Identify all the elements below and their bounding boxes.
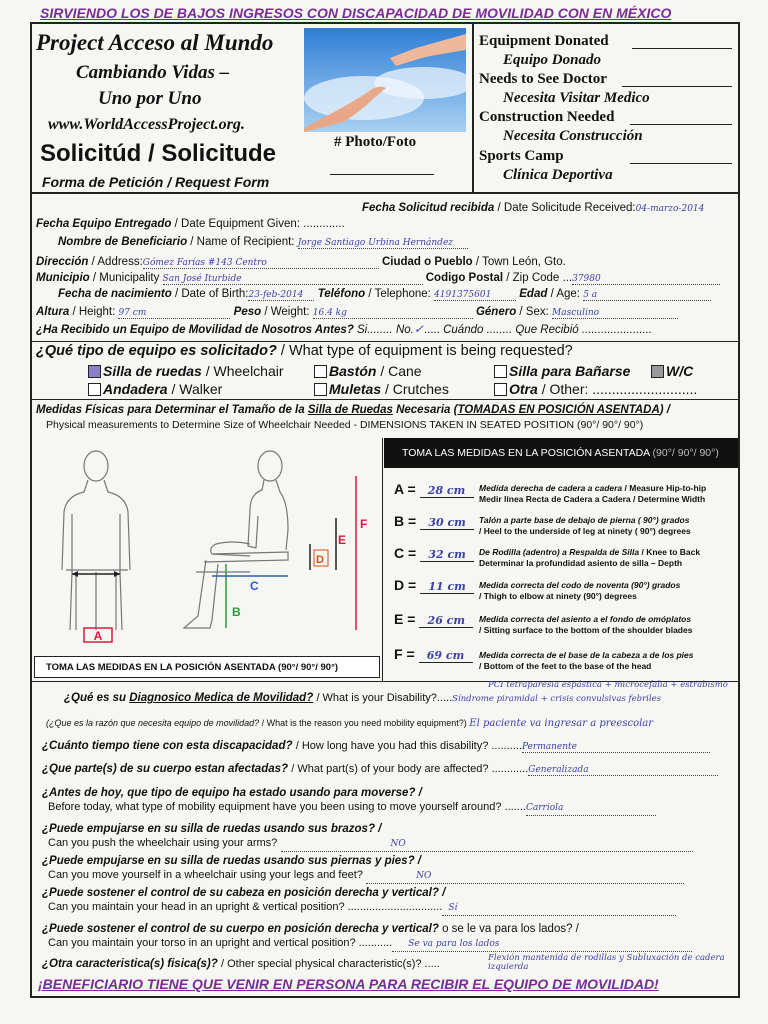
measure-a-desc: Medida derecha de cadera a cadera / Measure Hip-to-hip Medir línea Recta de Cadera a Cadera / Determine Width <box>479 483 707 504</box>
received-row: Fecha Solicitud recibida / Date Solicitude Received:04-marzo-2014 <box>362 202 705 214</box>
q9-answer: Se va para los lados <box>392 937 692 952</box>
q4: ¿Que parte(s) de su cuerpo estan afectadas? / What part(s) of your body are affected? ............Generalizada <box>42 763 718 776</box>
q8-answer: Sí <box>442 901 676 916</box>
office-needs-doctor: Needs to See Doctor <box>479 71 607 87</box>
q8: ¿Puede sostener el control de su cabeza en posición derecha y vertical? / Can you maintain your head in an upright & vertical position? ............................... Sí <box>42 886 676 916</box>
option-wheelchair[interactable]: Silla de ruedas / Wheelchair <box>88 363 284 379</box>
address-value: Gómez Farías #143 Centro <box>143 258 379 269</box>
measure-c-desc: De Rodilla (adentro) a Respalda de Silla / Knee to Back Determinar la profundidad asiento de silla – Depth <box>479 547 701 568</box>
measure-f-value[interactable]: 69 cm <box>419 649 473 663</box>
hands-photo <box>304 28 466 132</box>
bath-chair-checkbox[interactable] <box>494 365 507 378</box>
office-line-2 <box>622 86 732 87</box>
option-walker[interactable]: Andadera / Walker <box>88 381 222 397</box>
age-value: 5 a <box>583 290 711 301</box>
office-equipment-donated: Equipment Donated <box>479 33 609 49</box>
q10: ¿Otra caracteristica(s) fisica(s)? / Other special physical characteristic(s)? ..... <box>42 958 440 970</box>
walker-checkbox[interactable] <box>88 383 101 396</box>
q10-answer: Flexión mantenida de rodillas y Subluxación de cadera izquierda <box>488 953 725 972</box>
address-row: Dirección / Address:Gómez Farías #143 Centro Ciudad o Pueblo / Town León, Gto. <box>36 256 566 268</box>
office-line-3 <box>630 124 732 125</box>
diagram-letter-f: F <box>360 517 368 531</box>
q6: ¿Puede empujarse en su silla de ruedas usando sus brazos? / Can you push the wheelchair using your arms? NO <box>42 822 693 852</box>
form-title: Solicitúd / Solicitude <box>40 140 277 167</box>
q7: ¿Puede empujarse en su silla de ruedas usando sus piernas y pies? / Can you move yourself in a wheelchair using your legs and feet? NO <box>42 854 684 884</box>
diagram-letter-d: D <box>316 554 324 566</box>
q3-answer: Permanente <box>522 742 710 753</box>
wc-checkbox[interactable] <box>651 365 664 378</box>
measure-d-desc: Medida correcta del codo de noventa (90°) grados / Thigh to elbow at ninety (90°) degrees <box>479 580 681 601</box>
measure-d: D = 11 cm <box>394 577 474 594</box>
q2-answer: El paciente va ingresar a preescolar <box>469 718 654 729</box>
tagline-1: Cambiando Vidas – <box>76 62 230 83</box>
q3: ¿Cuánto tiempo tiene con esta discapacidad? / How long have you had this disability? ..........Permanente <box>42 740 710 753</box>
cane-checkbox[interactable] <box>314 365 327 378</box>
office-clinica: Clínica Deportiva <box>503 167 613 183</box>
q5: ¿Antes de hoy, que tipo de equipo ha estado usando para moverse? / Before today, what type of mobility equipment have you been using to move yourself around? .......Carriola <box>42 786 656 816</box>
seated-diagram <box>36 440 382 680</box>
measures-heading-es: Medidas Físicas para Determinar el Tamaño de la Silla de Ruedas Necesaria (TOMADAS EN POSICIÓN ASENTADA) / <box>36 404 671 416</box>
measure-a: A = 28 cm <box>394 481 474 498</box>
form-subtitle: Forma de Petición / Request Form <box>42 174 270 190</box>
equipment-question: ¿Qué tipo de equipo es solicitado? / What type of equipment is being requested? <box>36 343 573 359</box>
q4-answer: Generalizada <box>528 765 718 776</box>
office-line-1 <box>632 48 732 49</box>
municipio-value: San José Iturbide <box>163 274 423 285</box>
measure-c-value[interactable]: 32 cm <box>420 548 474 562</box>
option-wc[interactable]: W/C <box>651 363 693 379</box>
q6-answer: NO <box>281 837 693 852</box>
option-crutches[interactable]: Muletas / Crutches <box>314 381 449 397</box>
q1-answer-line1: PCI tetraparesia espástica + microcefalia + estrabismo <box>488 680 728 690</box>
measure-e: E = 26 cm <box>394 611 473 628</box>
received-value: 04-marzo-2014 <box>635 204 705 214</box>
measure-c: C = 32 cm <box>394 545 474 562</box>
prev-no-check: ✓ <box>413 322 424 336</box>
measure-a-value[interactable]: 28 cm <box>420 484 474 498</box>
office-construccion: Necesita Construcción <box>503 128 643 144</box>
q9: ¿Puede sostener el control de su cuerpo en posición derecha y vertical? o se le va para los lados? / Can you maintain your torso in an upright and vertical position? ........... Se va para los lados <box>42 922 692 952</box>
other-checkbox[interactable] <box>494 383 507 396</box>
measure-f-desc: Medida correcta de el base de la cabeza a de los pies / Bottom of the feet to the base of the head <box>479 650 694 671</box>
office-line-4 <box>630 163 732 164</box>
q1: ¿Qué es su Diagnosico Medica de Movilidad? / What is your Disability?.....Síndrome piramidal + crisis convulsivas febriles <box>64 692 661 704</box>
measures-heading-en: Physical measurements to Determine Size of Wheelchair Needed - DIMENSIONS TAKEN IN SEATED POSITION (90°/ 90°/ 90°) <box>46 419 644 431</box>
office-equipo-donado: Equipo Donado <box>503 52 601 68</box>
measure-f: F = 69 cm <box>394 646 473 663</box>
crutches-checkbox[interactable] <box>314 383 327 396</box>
dob-value: 23-feb-2014 <box>248 290 314 301</box>
q1-answer-line2: Síndrome piramidal + crisis convulsivas febriles <box>452 694 661 704</box>
weight-value: 16.4 kg <box>313 308 473 319</box>
measure-e-value[interactable]: 26 cm <box>419 614 473 628</box>
measure-d-value[interactable]: 11 cm <box>420 580 474 594</box>
q5-answer: Carriola <box>526 801 656 816</box>
height-value: 97 cm <box>118 308 230 319</box>
zip-value: 37980 <box>572 274 720 285</box>
diagram-caption: TOMA LAS MEDIDAS EN LA POSICIÓN ASENTADA (90°/ 90°/ 90°) <box>46 662 339 673</box>
q7-answer: NO <box>366 869 684 884</box>
diagram-letter-c: C <box>250 579 259 593</box>
measure-b-value[interactable]: 30 cm <box>420 516 474 530</box>
q2: (¿Que es la razón que necesita equipo de movilidad? / What is the reason you need mobility equipment?) El paciente va ingresar a preescolar <box>46 718 654 729</box>
given-row: Fecha Equipo Entregado / Date Equipment Given: ............. <box>36 218 345 230</box>
header-divider <box>472 22 474 194</box>
diagram-letter-a: A <box>93 629 103 643</box>
measure-e-desc: Medida correcta del asiento a el fondo de omóplatos / Sitting surface to the bottom of the shoulder blades <box>479 614 693 635</box>
recipient-row: Nombre de Beneficiario / Name of Recipient: Jorge Santiago Urbina Hernández <box>58 236 468 249</box>
measure-b-desc: Talón a parte base de debajo de pierna ( 90°) grados / Heel to the underside of leg at ninety ( 90°) degrees <box>479 515 691 536</box>
municipio-row: Municipio / Municipality San José Iturbide Codigo Postal / Zip Code ...37980 <box>36 272 720 285</box>
photo-number-line <box>330 174 434 175</box>
diagram-letter-b: B <box>232 605 241 619</box>
office-visitar-medico: Necesita Visitar Medico <box>503 90 650 106</box>
dob-row: Fecha de nacimiento / Date of Birth:23-feb-2014 Teléfono / Telephone: 4191375601 Edad / Age: 5 a <box>58 288 711 301</box>
option-other[interactable]: Otra / Other: ........................... <box>494 381 697 397</box>
measure-b: B = 30 cm <box>394 513 474 530</box>
top-banner: SIRVIENDO LOS DE BAJOS INGRESOS CON DISCAPACIDAD DE MOVILIDAD CON EN MÉXICO <box>40 5 672 21</box>
bottom-banner: ¡BENEFICIARIO TIENE QUE VENIR EN PERSONA PARA RECIBIR EL EQUIPO DE MOVILIDAD! <box>38 976 659 992</box>
website: www.WorldAccessProject.org. <box>48 116 245 133</box>
option-bath-chair[interactable]: Silla para Bañarse <box>494 363 630 379</box>
org-name: Project Acceso al Mundo <box>36 30 274 55</box>
sex-value: Masculino <box>552 308 678 319</box>
photo-label: # Photo/Foto <box>334 134 417 150</box>
recipient-value: Jorge Santiago Urbina Hernández <box>298 238 468 249</box>
office-construction: Construction Needed <box>479 109 615 125</box>
office-sports-camp: Sports Camp <box>479 148 564 164</box>
diagram-letter-e: E <box>338 533 347 547</box>
previous-row: ¿Ha Recibido un Equipo de Movilidad de Nosotros Antes? Si........ No.✓..... Cuándo ........ Que Recibió ...................... <box>36 322 653 336</box>
wheelchair-checkbox[interactable] <box>88 365 101 378</box>
option-cane[interactable]: Bastón / Cane <box>314 363 422 379</box>
tagline-2: Uno por Uno <box>98 88 202 109</box>
phone-value: 4191375601 <box>434 290 516 301</box>
black-bar-text: TOMA LAS MEDIDAS EN LA POSICIÓN ASENTADA (90°/ 90°/ 90°) <box>402 447 719 459</box>
height-row: Altura / Height: 97 cm Peso / Weight: 16.4 kg Género / Sex: Masculino <box>36 306 678 319</box>
